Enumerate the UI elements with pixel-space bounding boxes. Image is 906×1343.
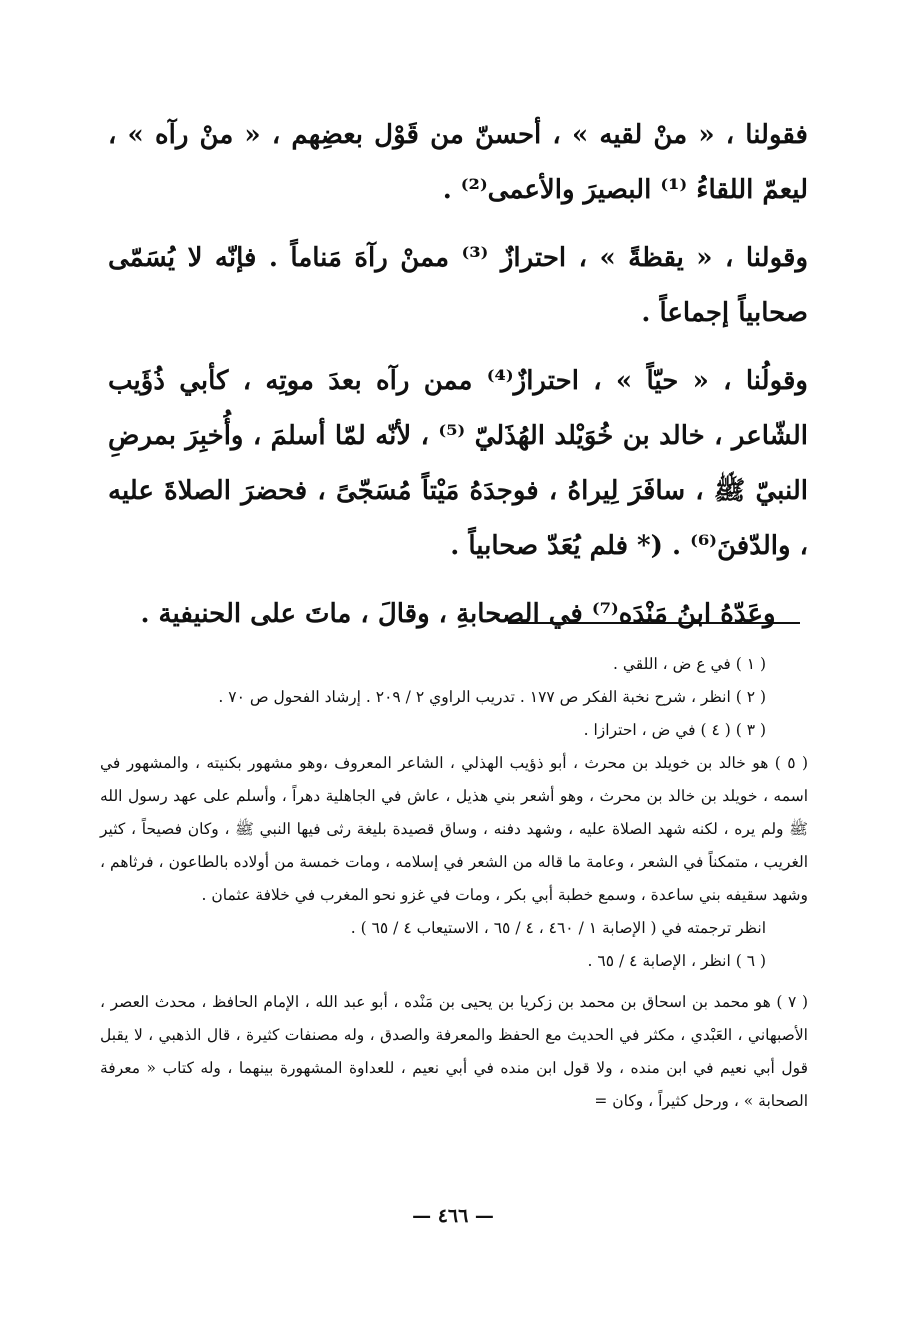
footnote-5-reference: انظر ترجمته في ( الإصابة ١ / ٤٦٠ ، ٤ / ٦٥ ، الاستيعاب ٤ / ٦٥ ) . [350, 919, 766, 937]
paragraph-3: وقولُنا ، « حيّاً » ، احترازٌ⁽⁴⁾ ممن رآه بعدَ موتِه ، كأبي ذُؤَيب الشّاعر ، خالد بن خُوَيْلد الهُذَليّ ⁽⁵⁾ ، لأنّه لمّا أسلمَ ، وأُخبِرَ بمرضِ النبيّ ﷺ ، سافَرَ لِيراهُ ، فوجدَهُ مَيْتاً مُسَجّىً ، فحضرَ الصلاةَ عليه ، والدّفنَ⁽⁶⁾ . (* فلم يُعَدّ صحابياً . [108, 366, 808, 561]
main-text [108, 108, 808, 655]
footnote-3-4: ( ٣ ) ( ٤ ) في ض ، احترازا . [583, 721, 766, 739]
footnote-7: ( ٧ ) هو محمد بن اسحاق بن محمد بن زكريا بن يحيى بن مَنْده ، أبو عبد الله ، الإمام الحافظ ، محدث العصر ، الأصبهاني ، العَبْدي ، مكثر في الحديث مع الحفظ والمعرفة والصدق ، وله مصنفات كثيرة ، قال الذهبي ، لا يقبل قول أبي نعيم في ابن منده ، ولا قول ابن منده في أبي نعيم ، للعداوة المشهورة بينهما ، وله كتاب « معرفة الصحابة » ، ورحل كثيراً ، وكان = [100, 993, 808, 1110]
footnote-2: ( ٢ ) انظر ، شرح نخبة الفكر ص ١٧٧ . تدريب الراوي ٢ / ٢٠٩ . إرشاد الفحول ص ٧٠ . [218, 688, 766, 706]
footnotes [100, 648, 808, 1118]
page-number: — ٤٦٦ — [412, 1205, 494, 1227]
paragraph-4: وعَدّهُ ابنُ مَنْدَه⁽⁷⁾ في الصحابةِ ، وقالَ ، ماتَ على الحنيفية . [140, 599, 776, 629]
footnote-5: ( ٥ ) هو خالد بن خويلد بن محرث ، أبو ذؤيب الهذلي ، الشاعر المعروف ،وهو مشهور بكنيته ، والمشهور في اسمه ، خويلد بن خالد بن محرث ، وهو أشعر بني هذيل ، عاش في الجاهلية دهراً ، وأسلم على عهد رسول الله ﷺ ولم يره ، لكنه شهد الصلاة عليه ، وشهد دفنه ، وساق قصيدة بليغة رثى فيها النبي ﷺ ، وكان فصيحاً ، كثير الغريب ، متمكناً في الشعر ، وعامة ما قاله من الشعر في إسلامه ، ومات خمسة من أولاده بالطاعون ، فرثاهم ، وشهد سقيفه بني ساعدة ، وسمع خطبة أبي بكر ، ومات في غزو نحو المغرب في خلافة عثمان . [100, 754, 808, 904]
footnote-6: ( ٦ ) انظر ، الإصابة ٤ / ٦٥ . [587, 952, 766, 970]
paragraph-1: فقولنا ، « منْ لقيه » ، أحسنّ من قَوْل بعضِهم ، « منْ رآه » ، ليعمّ اللقاءُ ⁽¹⁾ البصيرَ والأعمى⁽²⁾ . [108, 120, 808, 205]
footnote-1: ( ١ ) في ع ض ، اللقي . [612, 655, 766, 673]
footnote-separator-rule [508, 622, 800, 624]
paragraph-2: وقولنا ، « يقظةً » ، احترازٌ ⁽³⁾ ممنْ رآهَ مَناماً . فإنّه لا يُسَمّى صحابياً إجماعاً . [108, 243, 808, 328]
